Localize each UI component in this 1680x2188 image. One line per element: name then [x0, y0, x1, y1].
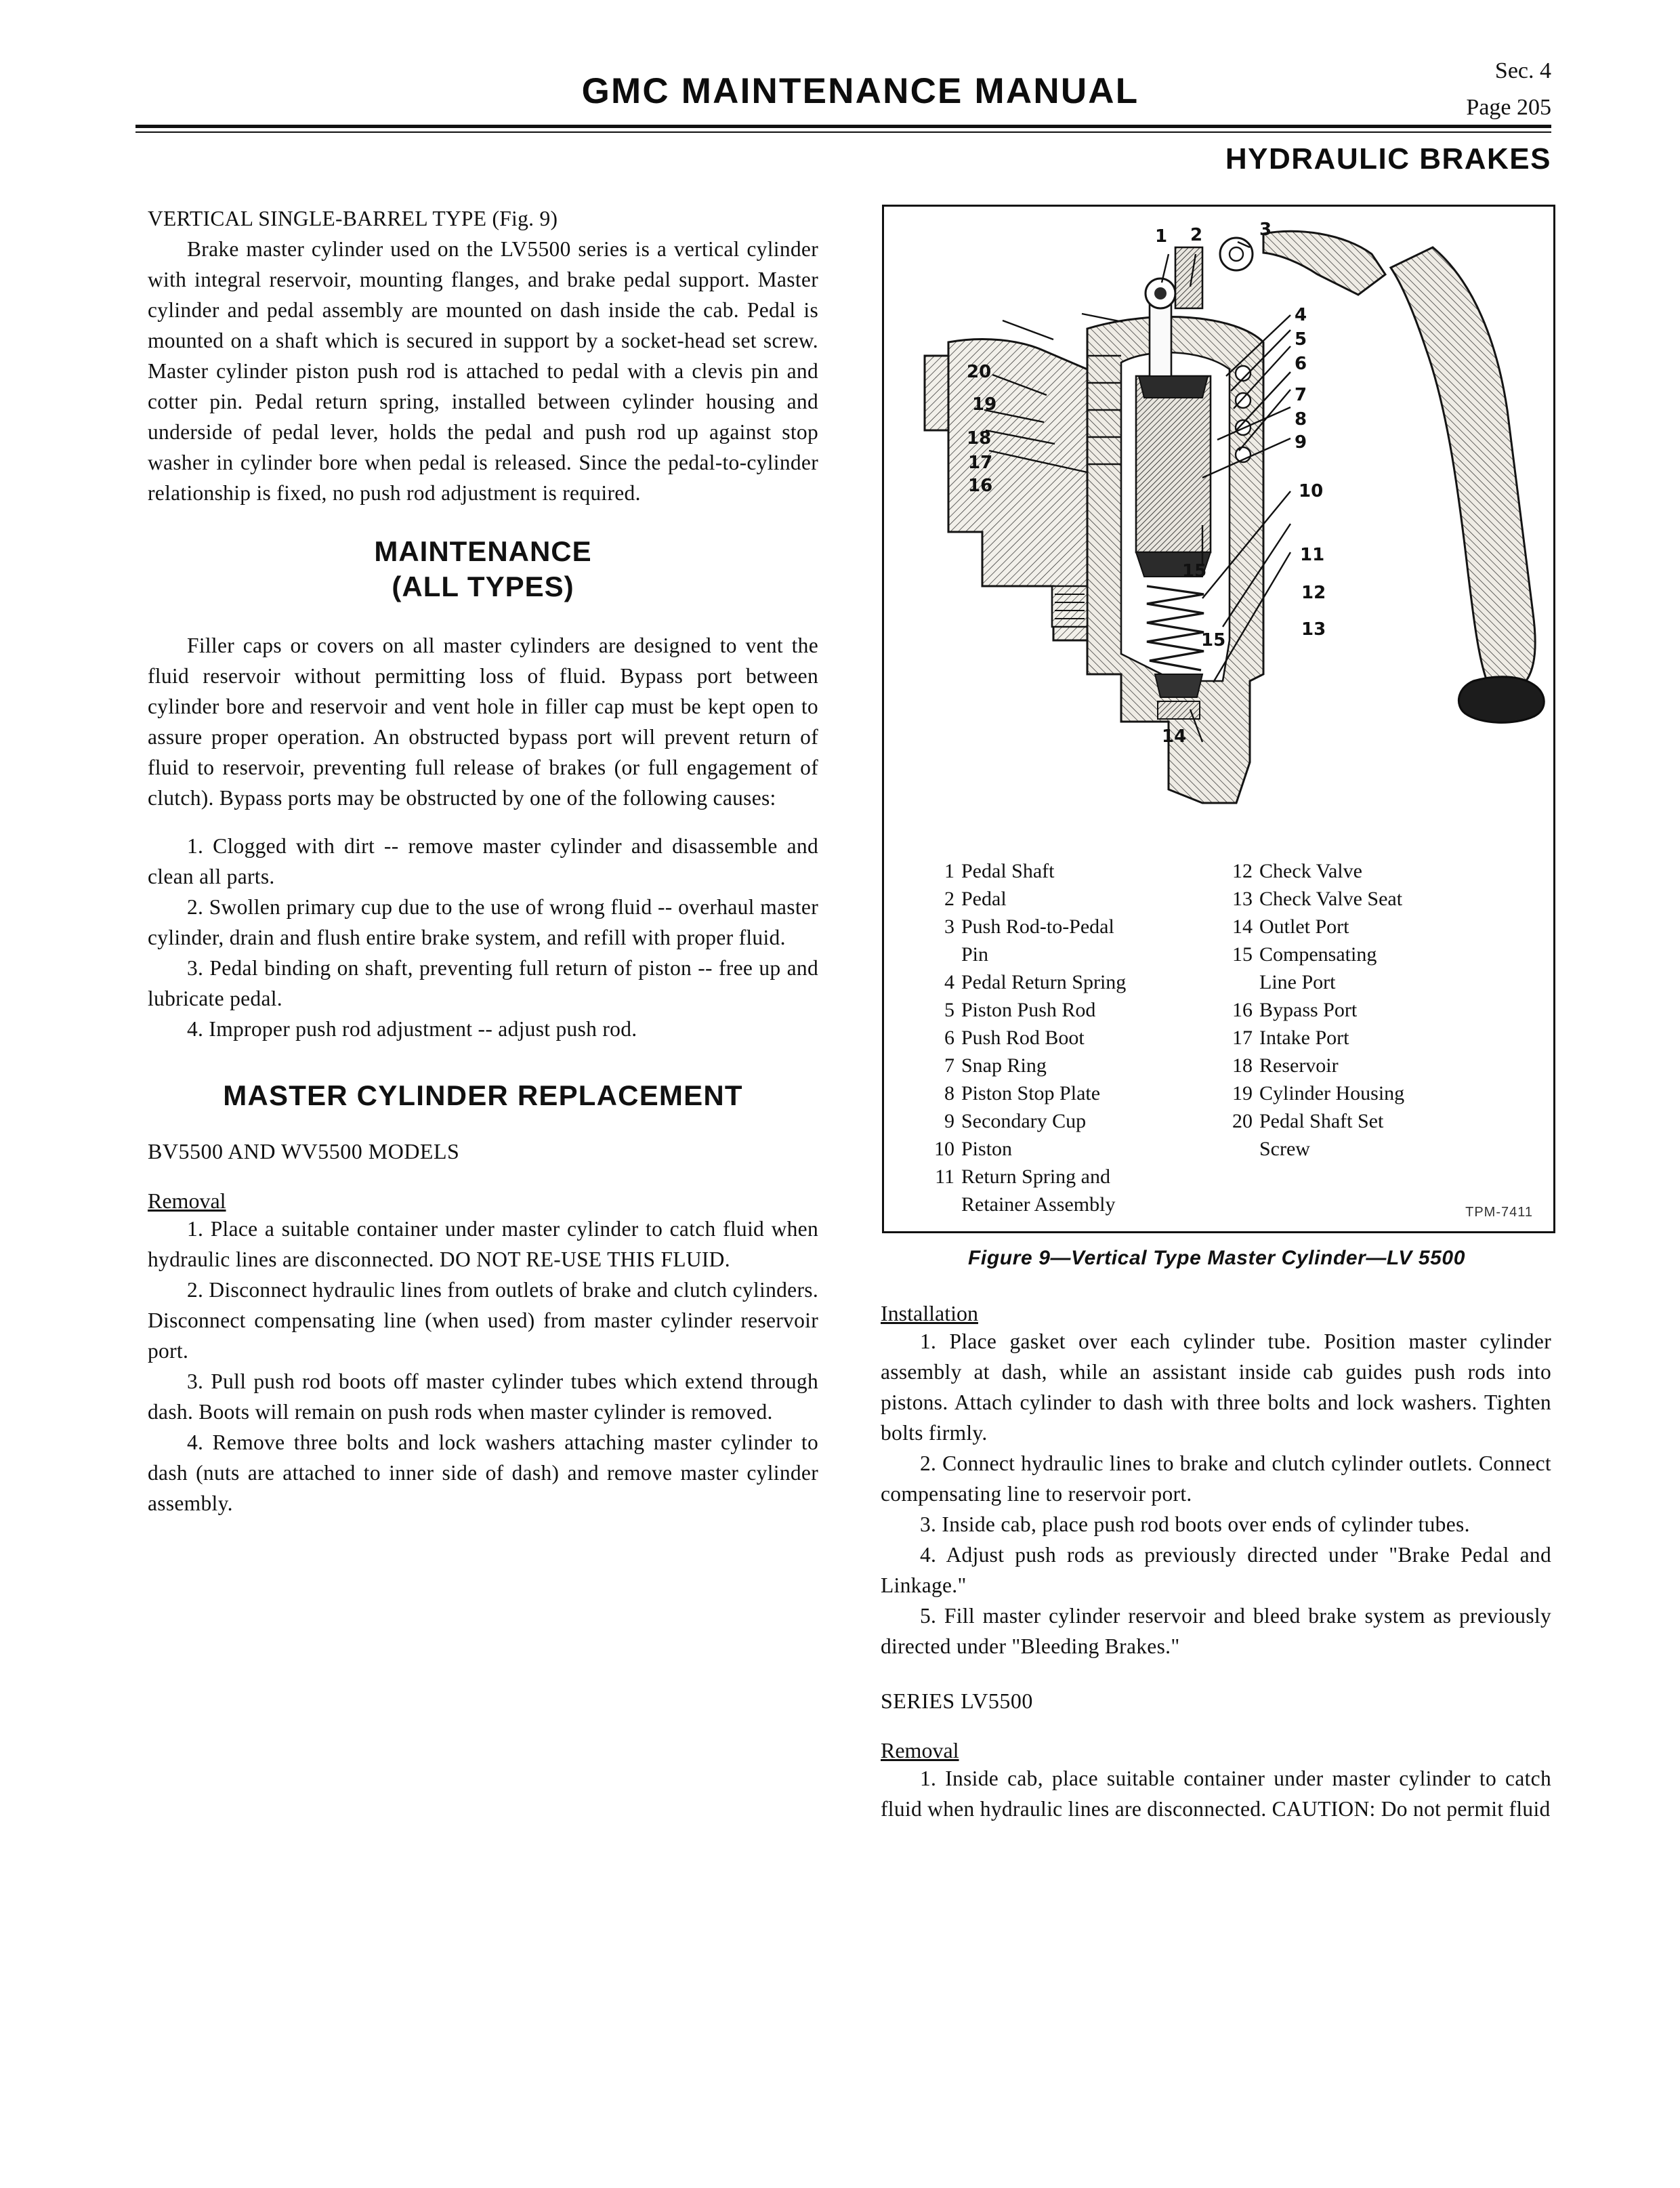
removal-item-1: 1. Place a suitable container under master cylinder to catch fluid when hydraulic lines are disconnected. DO NOT RE-USE THIS FLUID.: [148, 1217, 818, 1271]
callout-19: 19: [972, 394, 997, 415]
legend-item: 10 Piston: [934, 1138, 1013, 1160]
heading-vertical-type: VERTICAL SINGLE-BARREL TYPE (Fig. 9): [148, 207, 558, 230]
heading-removal-right: Removal: [881, 1738, 959, 1762]
legend-item: 6 Push Rod Boot: [944, 1027, 1085, 1049]
install-item-1: 1. Place gasket over each cylinder tube. Position master cylinder assembly at dash, while an assistant inside cab guides push rods into pistons. Attach cylinder to dash with three bolts and lock washers. Tighten bolts firmly.: [881, 1329, 1551, 1445]
legend-item-cont: Pin: [961, 943, 989, 966]
master-cylinder-diagram: [884, 207, 1553, 857]
legend-item: 16 Bypass Port: [1232, 999, 1358, 1021]
figure-9-box: [882, 205, 1555, 1233]
heading-installation: Installation: [881, 1301, 978, 1325]
legend-item: 5 Piston Push Rod: [944, 999, 1096, 1021]
cause-item-3: 3. Pedal binding on shaft, preventing full return of piston -- free up and lubricate pedal.: [148, 956, 818, 1010]
install-item-2: 2. Connect hydraulic lines to brake and clutch cylinder outlets. Connect compensating line to reservoir port.: [881, 1451, 1551, 1506]
heading-all-types: (ALL TYPES): [392, 571, 574, 602]
legend-item: 15 Compensating: [1232, 943, 1377, 966]
removal-right-item-1: 1. Inside cab, place suitable container under master cylinder to catch fluid when hydraulic lines are disconnected. CAUTION: Do not permit fluid: [881, 1767, 1551, 1821]
legend-item: 19 Cylinder Housing: [1232, 1082, 1405, 1105]
callout-6: 6: [1295, 354, 1307, 374]
removal-item-2: 2. Disconnect hydraulic lines from outlets of brake and clutch cylinders. Disconnect compensating line (when used) from master cylinder reservoir port.: [148, 1278, 818, 1363]
page-header: [135, 47, 1551, 176]
callout-5: 5: [1295, 329, 1307, 350]
figure-code: TPM-7411: [1465, 1205, 1533, 1220]
legend-item: 12 Check Valve: [1232, 860, 1362, 882]
removal-item-3: 3. Pull push rod boots off master cylinder tubes which extend through dash. Boots will remain on push rods when master cylinder is removed.: [148, 1369, 818, 1424]
legend-item: 17 Intake Port: [1232, 1027, 1349, 1049]
removal-item-4: 4. Remove three bolts and lock washers attaching master cylinder to dash (nuts are attached to inner side of dash) and remove master cylinder assembly.: [148, 1430, 818, 1515]
install-item-5: 5. Fill master cylinder reservoir and bleed brake system as previously directed under "Bleeding Brakes.": [881, 1604, 1551, 1658]
callout-9: 9: [1295, 432, 1307, 453]
legend-item-cont: Line Port: [1259, 971, 1336, 993]
heading-removal-left: Removal: [148, 1189, 226, 1213]
figure-legend: [925, 857, 1521, 1218]
paragraph-vertical-type: Brake master cylinder used on the LV5500 series is a vertical cylinder with integral reservoir, mounting flanges, and brake pedal support. Master cylinder and pedal assembly are mounted on dash inside the cab. Pedal is mounted on a shaft which is secured in support by a socket-head set screw. Master cylinder piston push rod is attached to pedal with a clevis pin and cotter pin. Pedal return spring, installed between cylinder housing and underside of pedal lever, holds the pedal and push rod up against stop washer in cylinder bore when pedal is released. Since the pedal-to-cylinder relationship is fixed, no push rod adjustment is required.: [148, 237, 818, 505]
legend-item: 7 Snap Ring: [944, 1054, 1047, 1077]
callout-12: 12: [1301, 583, 1326, 603]
legend-item: 9 Secondary Cup: [944, 1110, 1087, 1132]
callout-2: 2: [1190, 225, 1203, 245]
manual-title: GMC MAINTENANCE MANUAL: [581, 71, 1139, 111]
paragraph-filler-caps: Filler caps or covers on all master cylinders are designed to vent the fluid reservoir without permitting loss of fluid. Bypass port between cylinder bore and reservoir and vent hole in filler cap must be kept open to assure proper operation. An obstructed bypass port will prevent return of fluid to reservoir, preventing full release of brakes (or full engagement of clutch). Bypass ports may be obstructed by one of the following causes:: [148, 634, 818, 810]
cause-item-2: 2. Swollen primary cup due to the use of wrong fluid -- overhaul master cylinder, drain and flush entire brake system, and refill with proper fluid.: [148, 895, 818, 949]
legend-item-cont: Retainer Assembly: [961, 1193, 1116, 1216]
legend-item: 13 Check Valve Seat: [1232, 888, 1403, 910]
right-column: [881, 1301, 1551, 1824]
legend-item: 11 Return Spring and: [935, 1165, 1110, 1188]
callout-8: 8: [1295, 409, 1307, 430]
callout-3: 3: [1259, 220, 1272, 240]
cause-item-1: 1. Clogged with dirt -- remove master cylinder and disassemble and clean all parts.: [148, 834, 818, 888]
callout-10: 10: [1299, 481, 1324, 501]
legend-item-cont: Screw: [1259, 1138, 1310, 1160]
heading-master-cylinder-replacement: MASTER CYLINDER REPLACEMENT: [223, 1079, 743, 1111]
heading-bv5500-wv5500-models: BV5500 AND WV5500 MODELS: [148, 1139, 460, 1163]
callout-1: 1: [1155, 226, 1168, 247]
legend-item: 4 Pedal Return Spring: [944, 971, 1127, 993]
header-rule-thin: [135, 131, 1551, 133]
legend-column-right: [1223, 857, 1521, 1218]
legend-item: 3 Push Rod-to-Pedal: [944, 915, 1114, 938]
callout-20: 20: [967, 362, 992, 382]
legend-item: 18 Reservoir: [1232, 1054, 1339, 1077]
figure-caption: Figure 9—Vertical Type Master Cylinder—LV 5500: [968, 1247, 1465, 1269]
heading-series-lv5500: SERIES LV5500: [881, 1689, 1033, 1713]
callout-16: 16: [968, 476, 993, 496]
callout-17: 17: [968, 453, 993, 473]
legend-item: 1 Pedal Shaft: [944, 860, 1055, 882]
callout-15-label: 15: [1182, 561, 1207, 581]
section-title: HYDRAULIC BRAKES: [1225, 142, 1551, 176]
legend-column-left: [925, 857, 1223, 1218]
callout-13: 13: [1301, 619, 1326, 640]
legend-item: 20 Pedal Shaft Set: [1232, 1110, 1384, 1132]
install-item-4: 4. Adjust push rods as previously directed under "Brake Pedal and Linkage.": [881, 1543, 1551, 1597]
legend-item: 14 Outlet Port: [1232, 915, 1349, 938]
callout-11: 11: [1300, 545, 1325, 565]
legend-item: 8 Piston Stop Plate: [944, 1082, 1101, 1105]
callout-18: 18: [967, 428, 992, 449]
callout-15: 15: [1201, 630, 1226, 651]
page-number: Page 205: [1466, 95, 1551, 120]
heading-maintenance: MAINTENANCE: [374, 535, 592, 567]
left-column: [148, 203, 818, 1519]
callout-7: 7: [1295, 385, 1307, 405]
header-rule-thick: [135, 125, 1551, 128]
callout-14: 14: [1162, 726, 1187, 747]
section-number: Sec. 4: [1494, 58, 1551, 83]
legend-item: 2 Pedal: [944, 888, 1007, 910]
cause-item-4: 4. Improper push rod adjustment -- adjust push rod.: [187, 1017, 637, 1041]
callout-4: 4: [1295, 305, 1307, 325]
install-item-3: 3. Inside cab, place push rod boots over ends of cylinder tubes.: [920, 1512, 1470, 1536]
